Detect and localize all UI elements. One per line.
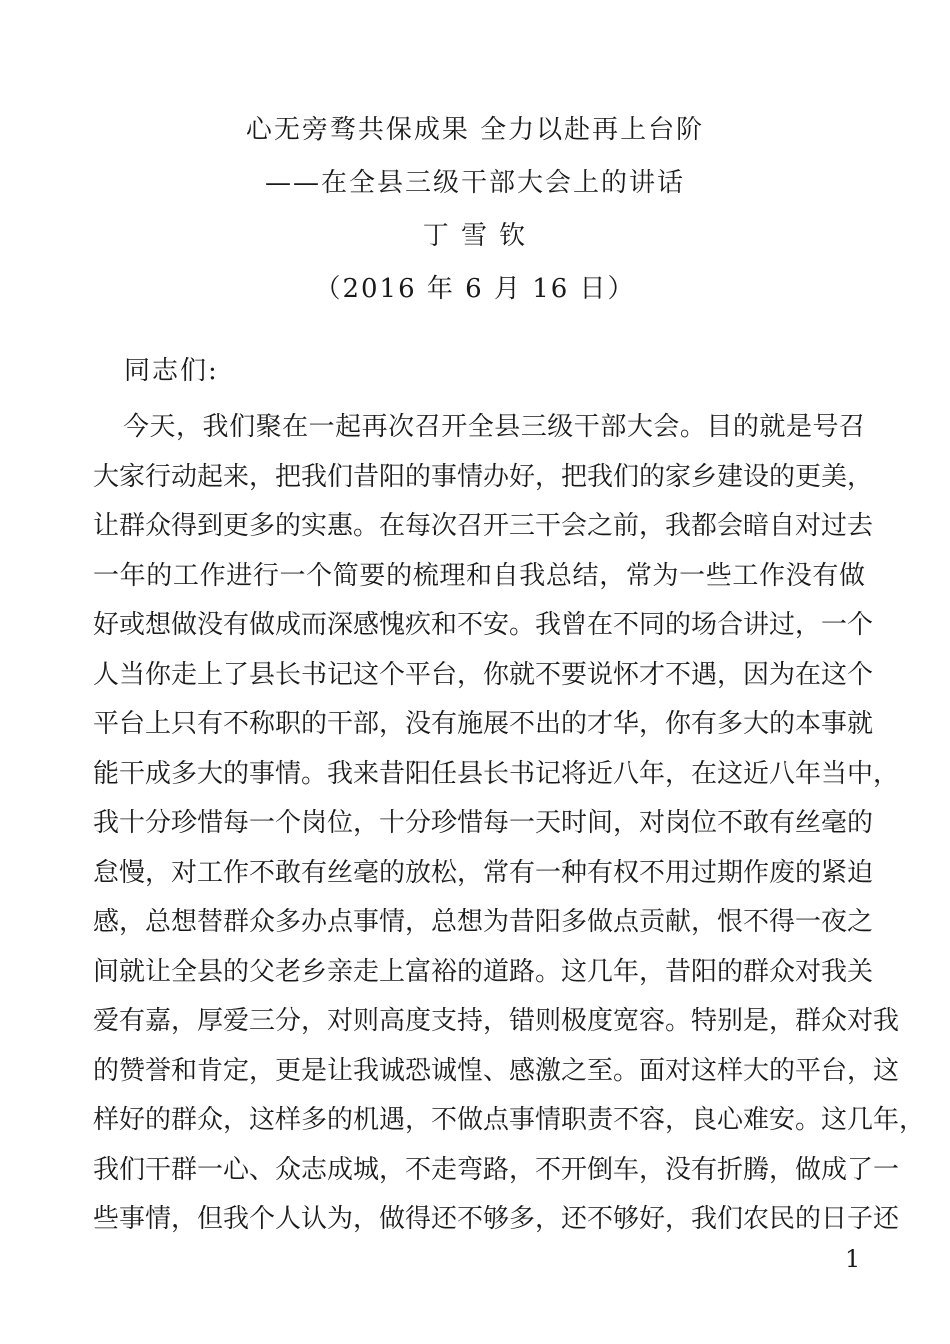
- body-line: 人当你走上了县长书记这个平台，你就不要说怀才不遇，因为在这个: [93, 659, 874, 690]
- body-line: 能干成多大的事情。我来昔阳任县长书记将近八年，在这近八年当中，: [93, 758, 900, 789]
- body-line: 我十分珍惜每一个岗位，十分珍惜每一天时间，对岗位不敢有丝毫的: [93, 808, 874, 838]
- body-line: 的赞誉和肯定，更是让我诚恐诚惶、感激之至。面对这样大的平台，这: [93, 1055, 900, 1086]
- body-line: 平台上只有不称职的干部，没有施展不出的才华，你有多大的本事就: [93, 709, 874, 739]
- body-line: 好或想做没有做成而深感愧疚和不安。我曾在不同的场合讲过，一个: [93, 610, 874, 640]
- speech-subtitle: ——在全县三级干部大会上的讲话: [264, 168, 685, 198]
- body-line: 一年的工作进行一个简要的梳理和自我总结，常为一些工作没有做: [93, 560, 865, 591]
- body-text: [93, 403, 926, 1245]
- body-line: 怠慢，对工作不敢有丝毫的放松，常有一种有权不用过期作废的紧迫: [93, 857, 874, 888]
- body-line: 让群众得到更多的实惠。在每次召开三干会之前，我都会暗自对过去: [93, 511, 874, 541]
- speech-author: 丁 雪 钦: [422, 221, 528, 251]
- body-line: 感，总想替群众多办点事情，总想为昔阳多做点贡献，恨不得一夜之: [93, 907, 874, 937]
- speech-title: 心无旁骛共保成果 全力以赴再上台阶: [245, 115, 705, 145]
- body-line: 样好的群众，这样多的机遇，不做点事情职责不容，良心难安。这几年，: [93, 1105, 926, 1135]
- body-line: 爱有嘉，厚爱三分，对则高度支持，错则极度宽容。特别是，群众对我: [93, 1006, 900, 1036]
- speech-date: （2016 年 6 月 16 日）: [314, 274, 636, 304]
- body-line: 些事情，但我个人认为，做得还不够多，还不够好，我们农民的日子还: [93, 1204, 900, 1234]
- title-block: [0, 104, 950, 316]
- body-line: 今天，我们聚在一起再次召开全县三级干部大会。目的就是号召: [123, 412, 865, 442]
- body-line: 间就让全县的父老乡亲走上富裕的道路。这几年，昔阳的群众对我关: [93, 956, 874, 987]
- greeting: 同志们:: [124, 356, 219, 386]
- body-line: 我们干群一心、众志成城，不走弯路，不开倒车，没有折腾，做成了一: [93, 1154, 900, 1185]
- page-number: 1: [845, 1245, 861, 1273]
- body-line: 大家行动起来，把我们昔阳的事情办好，把我们的家乡建设的更美，: [93, 461, 874, 492]
